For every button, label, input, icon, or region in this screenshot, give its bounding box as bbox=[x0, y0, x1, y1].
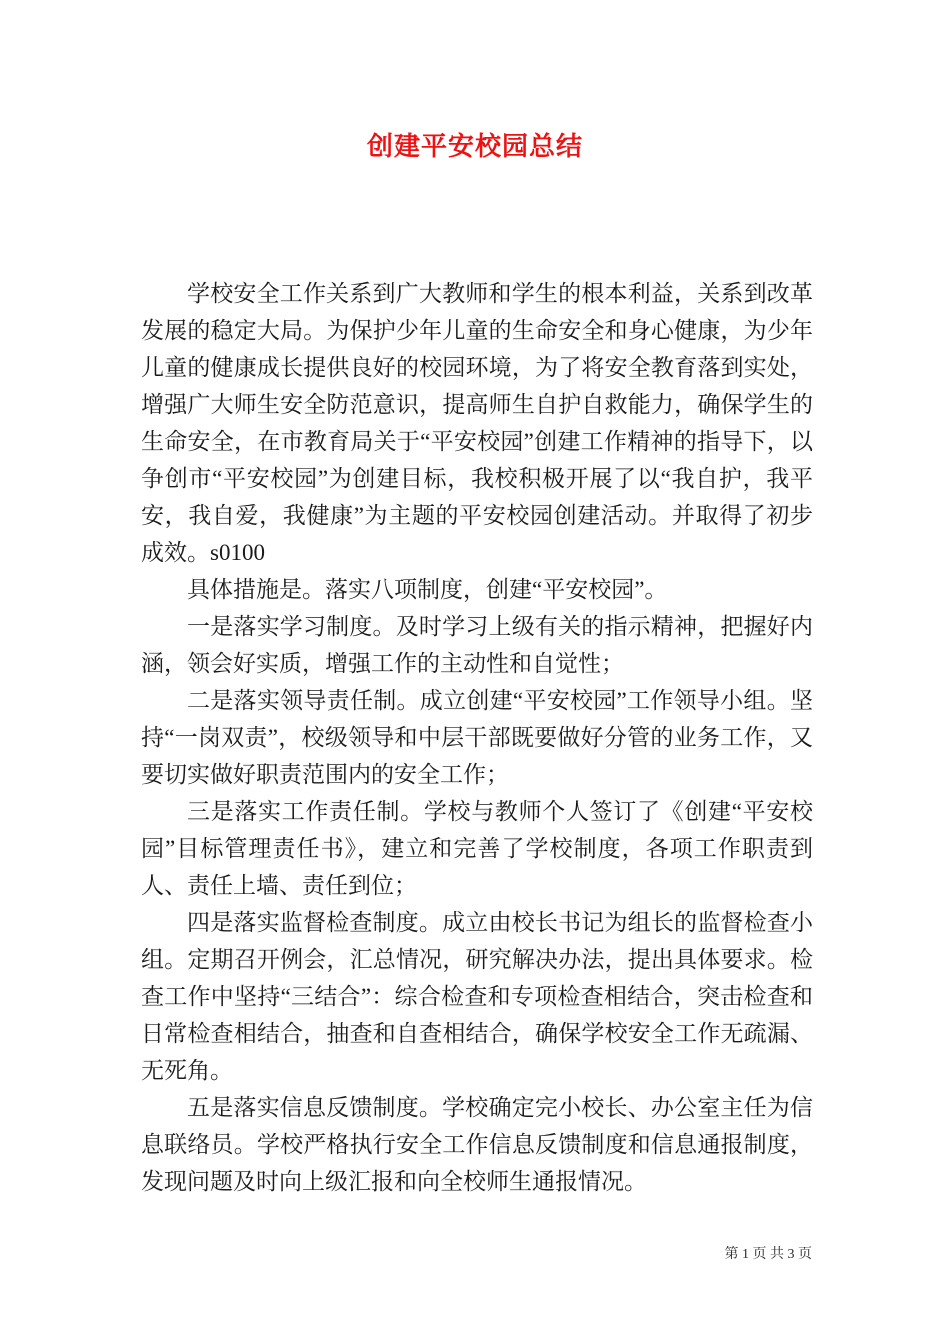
page-number-indicator: 第 1 页 共 3 页 bbox=[724, 1247, 812, 1262]
paragraph-measure-2: 二是落实领导责任制。成立创建“平安校园”工作领导小组。坚持“一岗双责”，校级领导和中层干部既要做好分管的业务工作，又要切实做好职责范围内的安全工作； bbox=[141, 688, 813, 787]
paragraph-measure-1: 一是落实学习制度。及时学习上级有关的指示精神，把握好内涵，领会好实质，增强工作的主动性和自觉性； bbox=[141, 614, 813, 676]
paragraph-measure-4: 四是落实监督检查制度。成立由校长书记为组长的监督检查小组。定期召开例会，汇总情况，研究解决办法，提出具体要求。检查工作中坚持“三结合”：综合检查和专项检查相结合，突击检查和日常检查相结合，抽查和自查相结合，确保学校安全工作无疏漏、无死角。 bbox=[141, 910, 813, 1083]
paragraph-intro: 学校安全工作关系到广大教师和学生的根本利益，关系到改革发展的稳定大局。为保护少年儿童的生命安全和身心健康，为少年儿童的健康成长提供良好的校园环境，为了将安全教育落到实处，增强广大师生安全防范意识，提高师生自护自救能力，确保学生的生命安全，在市教育局关于“平安校园”创建工作精神的指导下，以争创市“平安校园”为创建目标，我校积极开展了以“我自护，我平安，我自爱，我健康”为主题的平安校园创建活动。并取得了初步成效。s0100 bbox=[141, 281, 813, 565]
paragraph-measure-5: 五是落实信息反馈制度。学校确定完小校长、办公室主任为信息联络员。学校严格执行安全工作信息反馈制度和信息通报制度，发现问题及时向上级汇报和向全校师生通报情况。 bbox=[141, 1095, 813, 1194]
page-title: 创建平安校园总结 bbox=[366, 131, 583, 161]
paragraph-measure-3: 三是落实工作责任制。学校与教师个人签订了《创建“平安校园”目标管理责任书》，建立和完善了学校制度，各项工作职责到人、责任上墙、责任到位； bbox=[141, 799, 813, 898]
paragraph-measures-lead: 具体措施是。落实八项制度，创建“平安校园”。 bbox=[187, 577, 668, 602]
document-body bbox=[141, 275, 813, 1200]
